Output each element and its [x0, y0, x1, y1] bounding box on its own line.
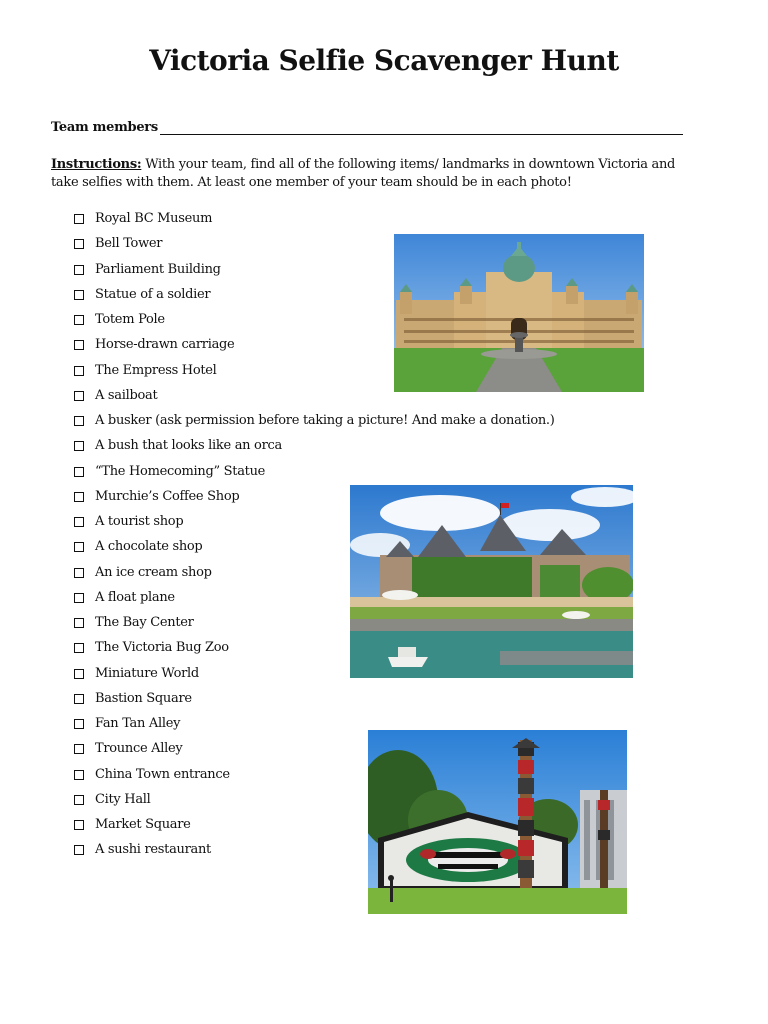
list-item-label: Parliament Building [95, 261, 221, 277]
team-members-field[interactable] [51, 120, 683, 135]
instructions-text: With your team, find all of the following items/ landmarks in downtown Victoria and take selfies with them. At least one member of your team should be in each photo! [51, 157, 676, 190]
list-item-label: City Hall [95, 791, 151, 807]
checkbox-icon[interactable] [74, 669, 84, 679]
checkbox-icon[interactable] [74, 643, 84, 653]
checkbox-icon[interactable] [74, 795, 84, 805]
list-item-label: Trounce Alley [95, 741, 183, 757]
checkbox-icon[interactable] [74, 568, 84, 578]
empress-hotel-photo [350, 485, 633, 678]
checkbox-icon[interactable] [74, 340, 84, 350]
list-item [74, 437, 555, 462]
list-item-label: Market Square [95, 817, 191, 832]
list-item-label: A tourist shop [95, 514, 184, 529]
checkbox-icon[interactable] [74, 593, 84, 603]
checkbox-icon[interactable] [74, 391, 84, 401]
checkbox-icon[interactable] [74, 820, 84, 830]
checkbox-icon[interactable] [74, 744, 84, 754]
list-item-label: The Victoria Bug Zoo [95, 640, 229, 656]
list-item-label: Statue of a soldier [95, 286, 211, 302]
checkbox-icon[interactable] [74, 441, 84, 451]
checkbox-icon[interactable] [74, 366, 84, 376]
checkbox-icon[interactable] [74, 845, 84, 855]
list-item-label: Royal BC Museum [95, 211, 213, 226]
list-item-label: “The Homecoming” Statue [95, 463, 266, 479]
list-item-label: Horse-drawn carriage [95, 337, 235, 353]
checkbox-icon[interactable] [74, 416, 84, 426]
list-item-label: A bush that looks like an orca [95, 438, 282, 454]
checkbox-icon[interactable] [74, 467, 84, 477]
instructions [51, 156, 701, 192]
list-item-label: Bell Tower [95, 236, 163, 252]
checkbox-icon[interactable] [74, 265, 84, 275]
checkbox-icon[interactable] [74, 214, 84, 224]
totem-pole-photo [368, 730, 627, 914]
parliament-building-photo [394, 234, 644, 392]
list-item-label: A sushi restaurant [95, 842, 211, 858]
checkbox-icon[interactable] [74, 290, 84, 300]
list-item-label: A float plane [95, 589, 175, 605]
team-members-label: Team members [51, 120, 158, 135]
list-item-label: Miniature World [95, 665, 199, 681]
list-item-label: Fan Tan Alley [95, 716, 181, 731]
list-item-label: A busker (ask permission before taking a picture! And make a donation.) [95, 413, 555, 428]
team-members-line[interactable] [160, 120, 683, 135]
checkbox-icon[interactable] [74, 492, 84, 502]
list-item-label: A chocolate shop [95, 539, 203, 555]
list-item-label: Murchie’s Coffee Shop [95, 488, 240, 504]
list-item [74, 690, 555, 715]
list-item [74, 412, 555, 437]
list-item [74, 210, 555, 235]
checkbox-icon[interactable] [74, 315, 84, 325]
list-item-label: A sailboat [95, 387, 158, 403]
list-item-label: The Bay Center [95, 615, 194, 630]
page-title: Victoria Selfie Scavenger Hunt [149, 44, 619, 77]
instructions-label: Instructions: [51, 157, 142, 172]
checkbox-icon[interactable] [74, 618, 84, 628]
list-item [74, 463, 555, 488]
list-item-label: China Town entrance [95, 766, 230, 782]
checkbox-icon[interactable] [74, 517, 84, 527]
checkbox-icon[interactable] [74, 719, 84, 729]
checkbox-icon[interactable] [74, 770, 84, 780]
list-item-label: An ice cream shop [95, 564, 212, 580]
list-item-label: Bastion Square [95, 690, 192, 706]
list-item-label: The Empress Hotel [95, 362, 217, 378]
checkbox-icon[interactable] [74, 694, 84, 704]
checkbox-icon[interactable] [74, 542, 84, 552]
list-item-label: Totem Pole [95, 312, 165, 327]
checkbox-icon[interactable] [74, 239, 84, 249]
